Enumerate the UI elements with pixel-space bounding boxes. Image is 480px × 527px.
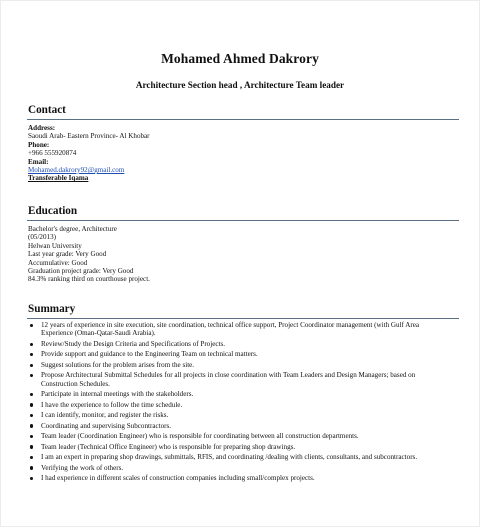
summary-item: Review/Study the Design Criteria and Specifications of Projects. (28, 340, 446, 348)
summary-item: Team leader (Technical Office Engineer) who is responsible for preparing shop drawings. (28, 443, 446, 451)
address-label: Address: (28, 124, 56, 132)
email-label: Email: (28, 157, 49, 166)
summary-item: 12 years of experience in site execution, site coordination, technical office support, Project Coordinator management (with Gulf Area Experience (Oman-Qatar-Saudi Arabia). (28, 321, 446, 338)
summary-item: Team leader (Coordination Engineer) who is responsible for coordinating between all construction departments. (28, 432, 446, 440)
summary-item: Participate in internal meetings with the stakeholders. (28, 390, 446, 398)
summary-divider (27, 318, 459, 319)
university: Helwan University (28, 241, 82, 250)
graduation-date: (05/2013) (28, 233, 56, 242)
iqama-note: Transferable Iqama (28, 174, 89, 183)
summary-item: Provide support and guidance to the Engineering Team on technical matters. (28, 350, 446, 358)
summary-item: Verifying the work of others. (28, 464, 446, 472)
phone-value: +966 555920874 (28, 149, 77, 158)
summary-item: Suggest solutions for the problem arises from the site. (28, 361, 446, 369)
summary-item: I have the experience to follow the time schedule. (28, 401, 446, 409)
degree: Bachelor's degree, Architecture (28, 225, 117, 233)
summary-item: Coordinating and supervising Subcontractors. (28, 422, 446, 430)
contact-divider (27, 119, 459, 120)
phone-label: Phone: (28, 140, 50, 149)
summary-item: Propose Architectural Submittal Schedules for all projects in close coordination with Team Leaders and Design Managers; based on Construction Schedules. (28, 371, 446, 388)
summary-item: I am an expert in preparing shop drawings, submittals, RFIS, and coordinating /dealing with clients, consultants, and subcontractors. (28, 453, 446, 461)
education-details (28, 225, 460, 284)
summary-item: I can identify, monitor, and register the risks. (28, 411, 446, 419)
education-divider (27, 220, 459, 221)
address-value: Saoudi Arab- Eastern Province- Al Khobar (28, 132, 150, 141)
email-link[interactable]: Mohamed.dakrory92@gmail.com (28, 166, 125, 175)
accumulative-grade: Accumulative: Good (28, 258, 88, 267)
project-grade: Graduation project grade: Very Good (28, 267, 134, 276)
summary-list (28, 321, 446, 485)
contact-heading: Contact (28, 104, 66, 116)
candidate-name: Mohamed Ahmed Dakrory (161, 51, 319, 66)
last-year-grade: Last year grade: Very Good (28, 250, 107, 259)
education-heading: Education (28, 205, 78, 217)
contact-details (28, 124, 460, 183)
summary-item: I had experience in different scales of construction companies including small/complex projects. (28, 474, 446, 482)
project-ranking: 84.3% ranking third on courthouse project. (28, 275, 150, 284)
job-title: Architecture Section head , Architecture Team leader (135, 80, 345, 90)
summary-heading: Summary (28, 303, 76, 315)
